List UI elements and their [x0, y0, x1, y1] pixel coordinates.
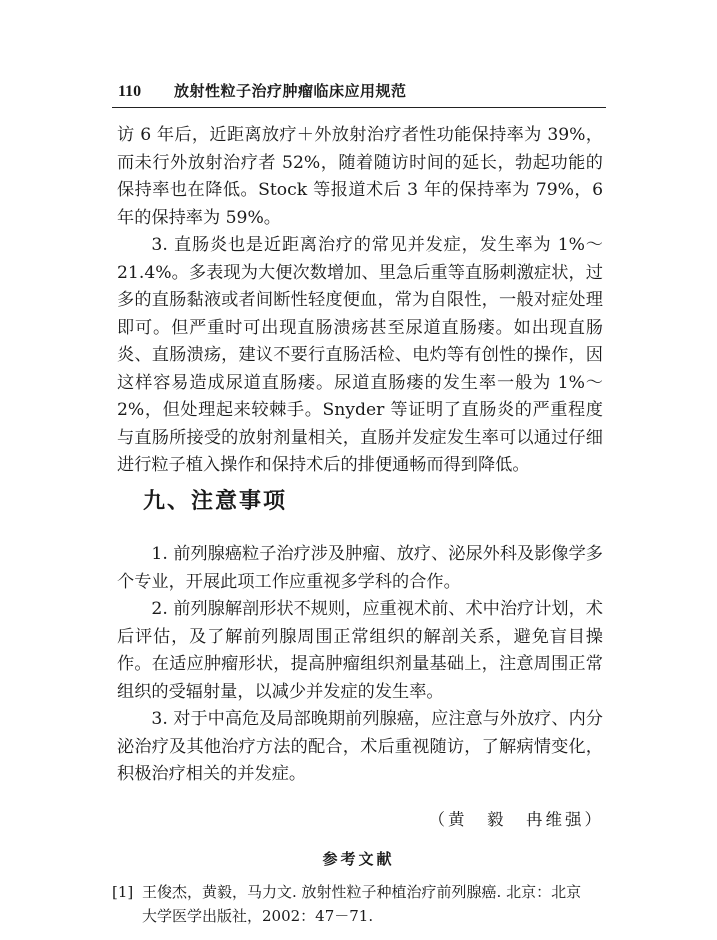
- reference-number: [1]: [112, 883, 134, 901]
- reference-text-continuation: 大学医学出版社，2002：47－71.: [142, 907, 374, 925]
- running-title: 放射性粒子治疗肿瘤临床应用规范: [174, 82, 407, 100]
- notice-item-2: 2. 前列腺解剖形状不规则，应重视术前、术中治疗计划，术后评估，及了解前列腺周围正常组织的解剖关系，避免盲目操作。在适应肿瘤形状，提高肿瘤组织剂量基础上，注意周围正常组织的受辐射量，以减少并发症的发生率。: [117, 599, 603, 702]
- references-title: 参考文献: [322, 850, 395, 868]
- notice-item-3: 3. 对于中高危及局部晚期前列腺癌，应注意与外放疗、内分泌治疗及其他治疗方法的配合，术后重视随访，了解病情变化，积极治疗相关的并发症。: [117, 709, 603, 784]
- body-paragraph-rectitis: 3. 直肠炎也是近距离治疗的常见并发症，发生率为 1%～21.4%。多表现为大便次数增加、里急后重等直肠刺激症状，过多的直肠黏液或者间断性轻度便血，常为自限性，一般对症处理即可。但严重时可出现直肠溃疡甚至尿道直肠瘘。如出现直肠炎、直肠溃疡，建议不要行直肠活检、电灼等有创性的操作，因这样容易造成尿道直肠瘘。尿道直肠瘘的发生率一般为 1%～2%，但处理起来较棘手。Snyder 等证明了直肠炎的严重程度与直肠所接受的放射剂量相关，直肠并发症发生率可以通过仔细进行粒子植入操作和保持术后的排便通畅而得到降低。: [117, 235, 603, 475]
- notice-item-1: 1. 前列腺癌粒子治疗涉及肿瘤、放疗、泌尿外科及影像学多个专业，开展此项工作应重视多学科的合作。: [117, 544, 603, 592]
- reference-text: 王俊杰，黄毅，马力文. 放射性粒子种植治疗前列腺癌. 北京：北京: [142, 883, 582, 901]
- body-paragraph-continued: 访 6 年后，近距离放疗＋外放射治疗者性功能保持率为 39%，而未行外放射治疗者 52%，随着随访时间的延长，勃起功能的保持率也在降低。Stock 等报道术后 3 年的保持率为 79%，6 年的保持率为 59%。: [117, 125, 603, 228]
- header-rule: [112, 107, 606, 108]
- reference-item: [112, 880, 606, 928]
- section-heading: 九、注意事项: [143, 489, 288, 514]
- running-header: [118, 80, 608, 104]
- section-authors: （黄 毅 冉维强）: [428, 810, 604, 829]
- page-number: 110: [118, 83, 142, 100]
